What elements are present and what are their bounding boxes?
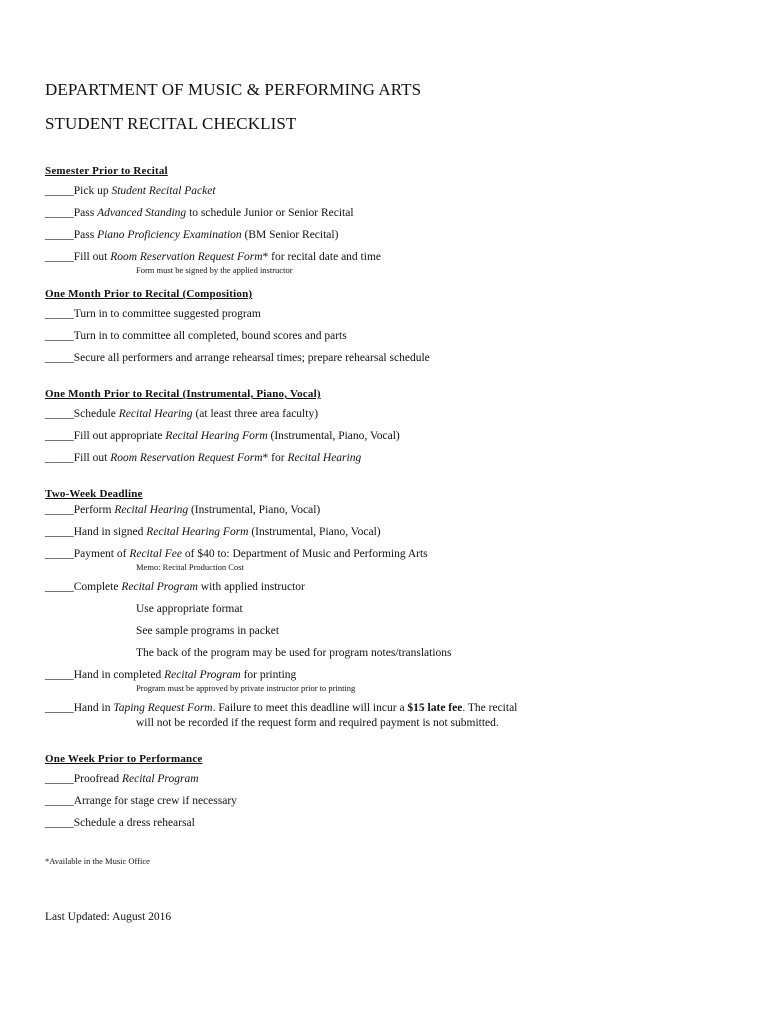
checklist-item: _____Secure all performers and arrange rehearsal times; prepare rehearsal schedule (45, 352, 430, 364)
document-page (45, 80, 745, 924)
department-title: DEPARTMENT OF MUSIC & PERFORMING ARTS (45, 80, 422, 99)
section-heading: Semester Prior to Recital (45, 165, 168, 177)
checklist-item: _____Proofread Recital Program (45, 773, 199, 785)
section-composition (45, 287, 745, 365)
sub-item: See sample programs in packet (136, 625, 280, 637)
section-semester-prior (45, 164, 745, 275)
checkbox-blank: _____ (45, 408, 74, 420)
section-instrumental (45, 387, 745, 465)
item-continuation: will not be recorded if the request form and required payment is not submitted. (136, 717, 499, 729)
checklist-item: _____Fill out appropriate Recital Hearing Form (Instrumental, Piano, Vocal) (45, 430, 400, 442)
checkbox-blank: _____ (45, 526, 74, 538)
checklist-item: _____Pick up Student Recital Packet (45, 185, 216, 197)
checklist-item: _____Pass Piano Proficiency Examination (BM Senior Recital) (45, 229, 339, 241)
checkbox-blank: _____ (45, 185, 74, 197)
section-heading: Two-Week Deadline (45, 488, 143, 500)
checkbox-blank: _____ (45, 817, 74, 829)
checkbox-blank: _____ (45, 669, 74, 681)
checkbox-blank: _____ (45, 452, 74, 464)
checkbox-blank: _____ (45, 548, 74, 560)
checklist-item: _____Complete Recital Program with applied instructor (45, 581, 305, 593)
checklist-item: _____Payment of Recital Fee of $40 to: Department of Music and Performing Arts (45, 548, 428, 560)
checklist-item: _____Turn in to committee all completed, bound scores and parts (45, 330, 347, 342)
checklist-item: _____Hand in Taping Request Form. Failure to meet this deadline will incur a $15 late fee. The recital (45, 702, 518, 714)
checklist-item: _____Fill out Room Reservation Request Form* for recital date and time (45, 251, 381, 263)
sub-item: Use appropriate format (136, 603, 243, 615)
checklist-item: _____Schedule a dress rehearsal (45, 817, 195, 829)
checklist-item: _____Arrange for stage crew if necessary (45, 795, 237, 807)
checklist-item: _____Hand in completed Recital Program for printing (45, 669, 297, 681)
checkbox-blank: _____ (45, 702, 74, 714)
checkbox-blank: _____ (45, 352, 74, 364)
checklist-item: _____Turn in to committee suggested program (45, 308, 261, 320)
checklist-item: _____Pass Advanced Standing to schedule Junior or Senior Recital (45, 207, 354, 219)
item-note: Memo: Recital Production Cost (136, 562, 244, 572)
checkbox-blank: _____ (45, 251, 74, 263)
checkbox-blank: _____ (45, 308, 74, 320)
last-updated: Last Updated: August 2016 (45, 911, 172, 923)
section-heading: One Month Prior to Recital (Instrumental, Piano, Vocal) (45, 388, 321, 400)
checkbox-blank: _____ (45, 795, 74, 807)
section-heading: One Month Prior to Recital (Composition) (45, 288, 253, 300)
checkbox-blank: _____ (45, 773, 74, 785)
checkbox-blank: _____ (45, 330, 74, 342)
checkbox-blank: _____ (45, 430, 74, 442)
checklist-item: _____Perform Recital Hearing (Instrumental, Piano, Vocal) (45, 504, 321, 516)
checkbox-blank: _____ (45, 504, 74, 516)
checklist-item: _____Fill out Room Reservation Request Form* for Recital Hearing (45, 452, 362, 464)
checklist-item: _____Hand in signed Recital Hearing Form (Instrumental, Piano, Vocal) (45, 526, 381, 538)
section-heading: One Week Prior to Performance (45, 753, 203, 765)
checklist-title: STUDENT RECITAL CHECKLIST (45, 114, 297, 133)
checklist-item: _____Schedule Recital Hearing (at least three area faculty) (45, 408, 319, 420)
sub-item: The back of the program may be used for program notes/translations (136, 647, 452, 659)
checkbox-blank: _____ (45, 581, 74, 593)
checkbox-blank: _____ (45, 229, 74, 241)
checkbox-blank: _____ (45, 207, 74, 219)
item-note: Form must be signed by the applied instructor (136, 265, 293, 275)
section-two-week (45, 487, 745, 730)
item-note: Program must be approved by private instructor prior to printing (136, 683, 356, 693)
section-one-week (45, 752, 745, 830)
footnote: *Available in the Music Office (45, 856, 150, 866)
